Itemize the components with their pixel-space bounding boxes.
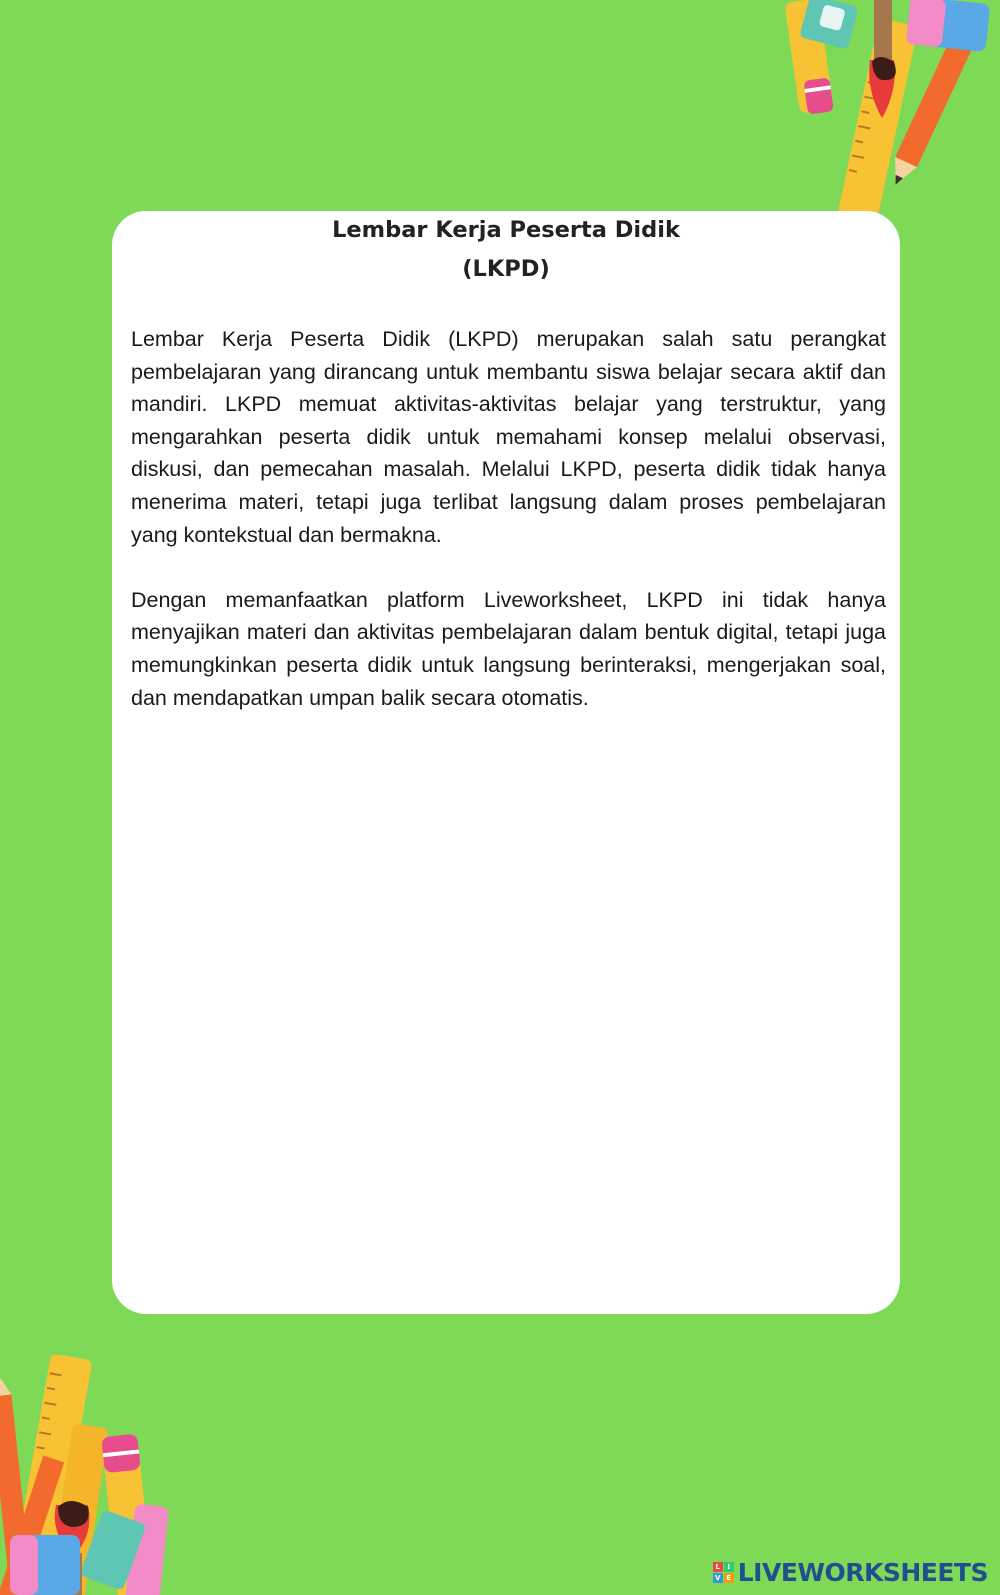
stationery-bottom-decoration [0,1355,180,1595]
logo-text: LIVEWORKSHEETS [737,1557,988,1587]
eraser-icon [906,0,991,52]
platform-paragraph: Dengan memanfaatkan platform Liveworksheet, LKPD ini tidak hanya menyajikan materi dan aktivitas pembelajaran dalam bentuk digital, tetapi juga memungkinkan peserta didik untuk langsung berinteraksi, mengerjakan soal, dan mendapatkan umpan balik secara otomatis. [131,587,886,710]
stationery-top-decoration [770,0,1000,220]
title-line-2: (LKPD) [462,256,550,282]
worksheet-body [131,323,886,747]
mark-letter-e: E [724,1573,734,1583]
intro-paragraph: Lembar Kerja Peserta Didik (LKPD) merupakan salah satu perangkat pembelajaran yang dirancang untuk membantu siswa belajar secara aktif dan mandiri. LKPD memuat aktivitas-aktivitas belajar yang terstruktur, yang mengarahkan peserta didik untuk memahami konsep melalui observasi, diskusi, dan pemecahan masalah. Melalui LKPD, peserta didik tidak hanya menerima materi, tetapi juga terlibat langsung dalam proses pembelajaran yang kontekstual dan bermakna. [131,327,886,547]
mark-letter-l: L [713,1562,723,1572]
title-line-1: Lembar Kerja Peserta Didik [332,217,680,243]
mark-letter-v: V [713,1573,723,1583]
liveworksheets-mark-icon [713,1562,734,1583]
worksheet-title [112,211,900,289]
eraser-icon [10,1535,80,1595]
worksheet-card [112,211,900,1314]
mark-letter-i: I [724,1562,734,1572]
liveworksheets-logo [713,1558,988,1586]
